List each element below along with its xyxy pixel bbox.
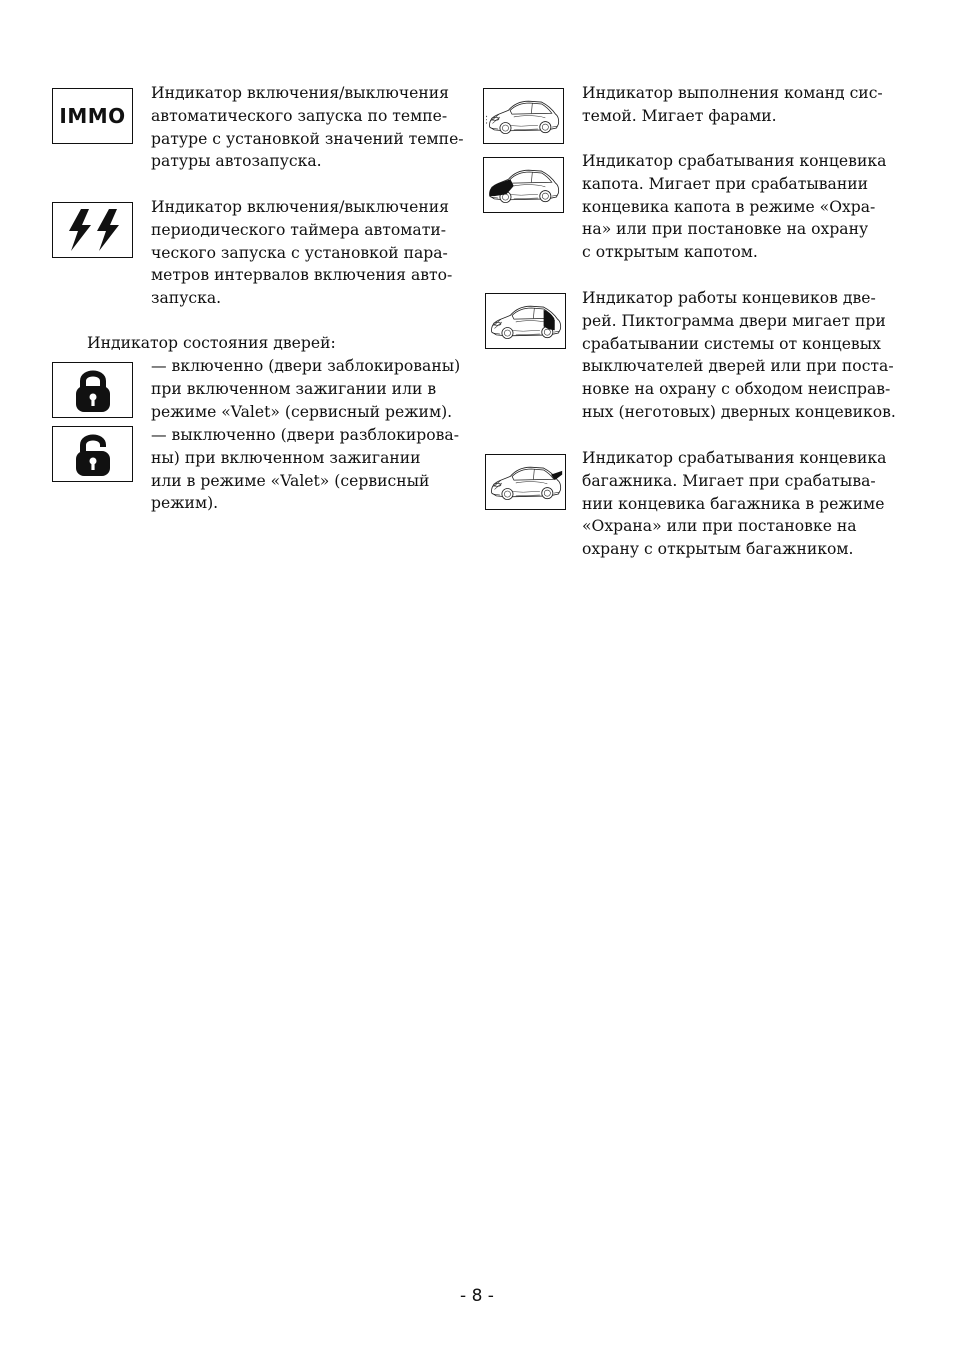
- timer-description: Индикатор включения/выключения периодического таймера автомати- ческого запуска с установкой пара- метров интервалов включения авто- запуска.: [151, 198, 453, 308]
- padlock-open-icon: [52, 426, 133, 482]
- door-state-title: Индикатор состояния дверей:: [87, 334, 336, 352]
- trunk-description: Индикатор срабатывания концевика багажника. Мигает при срабатыва- нии концевика багажника в режиме «Охрана» или при постановке на охрану с открытым багажником.: [582, 449, 887, 559]
- immo-description: Индикатор включения/выключения автоматического запуска по темпе- ратуре с установкой значений темпе- ратуры автозапуска.: [151, 84, 464, 171]
- car-door-icon: [485, 293, 566, 349]
- hood-description: Индикатор срабатывания концевика капота. Мигает при срабатывании концевика капота в режиме «Охра- на» или при постановке на охрану с открытым капотом.: [582, 152, 887, 262]
- car-headlights-icon: [483, 88, 564, 144]
- padlock-closed-icon: [52, 362, 133, 418]
- door-state-item-unlocked: — выключенно (двери разблокирова- ны) при включенном зажигании или в режиме «Valet» (сервисный режим).: [151, 426, 459, 513]
- doors-description: Индикатор работы концевиков две- рей. Пиктограмма двери мигает при срабатывании системы от концевых выключателей дверей или при поста- новке на охрану с обходом неисправ- ных (неготовых) дверных концевиков.: [582, 289, 896, 421]
- car-trunk-icon: [485, 454, 566, 510]
- door-state-item-locked: — включенно (двери заблокированы) при включенном зажигании или в режиме «Valet» (сервисный режим).: [151, 357, 461, 421]
- commands-description: Индикатор выполнения команд сис- темой. Мигает фарами.: [582, 84, 883, 125]
- double-lightning-icon: [52, 202, 133, 258]
- car-hood-icon: [483, 157, 564, 213]
- immo-icon-label: IMMO: [59, 104, 126, 128]
- page-number: - 8 -: [460, 1286, 494, 1306]
- immo-indicator-icon: [52, 88, 133, 144]
